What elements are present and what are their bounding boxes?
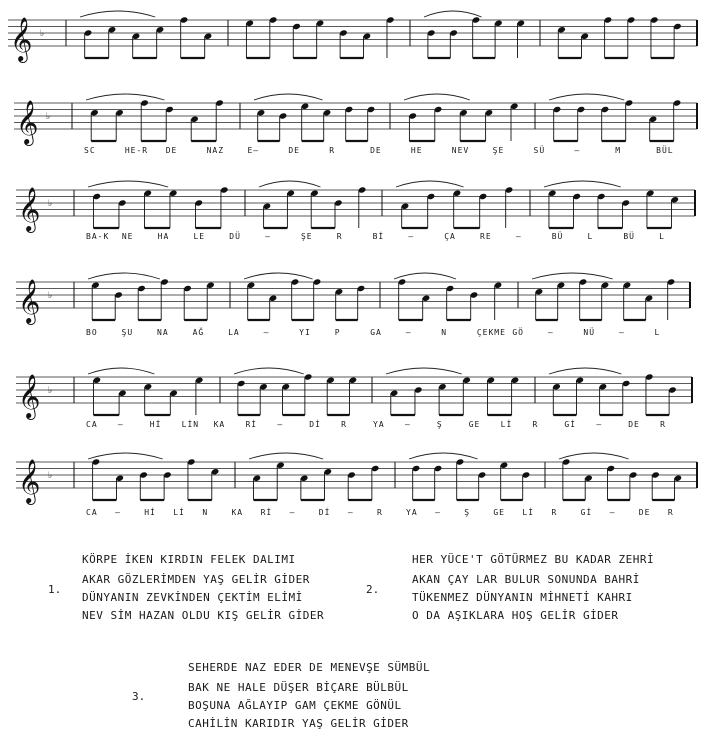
slur	[549, 94, 624, 100]
note-head	[479, 193, 488, 200]
note-head	[438, 383, 447, 390]
lyric-syllable: ÇEKME	[476, 328, 506, 337]
note-head	[511, 377, 520, 384]
note-head	[579, 278, 588, 285]
accidental-icon: ♭	[40, 29, 45, 39]
note-head	[412, 465, 421, 472]
lyric-syllable: NE	[121, 232, 134, 241]
note-head	[535, 288, 544, 295]
lyric-syllable: SÜ	[533, 146, 546, 155]
note-head	[453, 190, 462, 197]
treble-clef-icon: 𝄞	[10, 17, 33, 61]
lyric-syllable: BÜ	[551, 232, 564, 241]
lyric-syllable: —	[265, 232, 271, 241]
note-head	[84, 29, 93, 36]
note-head	[276, 462, 285, 469]
slur	[409, 453, 478, 459]
note-head	[604, 16, 613, 23]
lyric-syllable: L	[587, 232, 594, 241]
note-head	[91, 282, 100, 289]
note-head	[572, 193, 581, 200]
note-head	[253, 475, 262, 482]
note-head	[552, 383, 561, 390]
verse-line: O DA AŞIKLARA HOŞ GELİR GİDER	[412, 609, 619, 622]
slur	[80, 11, 155, 17]
lyric-syllable: KA	[231, 508, 244, 517]
lyric-syllable: YA	[373, 420, 385, 429]
slur	[88, 273, 160, 279]
lyric-syllable: DE	[628, 420, 640, 429]
slur	[254, 94, 323, 100]
note-head	[132, 33, 141, 40]
note-head	[118, 199, 127, 206]
note-head	[282, 383, 291, 390]
note-head	[165, 106, 174, 113]
lyric-syllable: HE	[410, 146, 423, 155]
note-head	[115, 109, 124, 116]
note-head	[673, 99, 682, 106]
note-head	[607, 465, 616, 472]
note-head	[485, 109, 494, 116]
verse-number: 3.	[132, 690, 146, 703]
lyric-syllable: GE	[493, 508, 505, 517]
note-head	[522, 471, 531, 478]
treble-clef-icon: 𝄞	[18, 187, 41, 231]
slur	[532, 273, 613, 279]
lyric-syllable: BÜ	[623, 232, 635, 241]
note-head	[345, 106, 354, 113]
note-head	[510, 103, 519, 110]
lyric-syllable: R	[376, 508, 383, 517]
lyric-syllable: YA	[406, 508, 418, 517]
note-head	[347, 471, 356, 478]
note-head	[622, 380, 631, 387]
verse-line: AKAN ÇAY LAR BULUR SONUNDA BAHRİ	[412, 573, 640, 586]
lyric-syllable: CA	[86, 420, 98, 429]
treble-clef-icon: 𝄞	[16, 100, 39, 144]
note-head	[292, 23, 301, 30]
slur	[259, 181, 320, 187]
lyric-syllable: —	[618, 328, 625, 337]
lyric-syllable: LA	[228, 328, 240, 337]
lyric-syllable: Hİ	[149, 420, 162, 429]
slur	[86, 94, 165, 100]
lyric-syllable: R	[660, 420, 666, 429]
lyric-syllable: R	[336, 232, 343, 241]
lyric-syllable: GA	[370, 328, 382, 337]
note-head	[629, 471, 638, 478]
note-head	[548, 190, 557, 197]
slur	[404, 94, 470, 100]
note-head	[434, 465, 443, 472]
note-head	[627, 16, 636, 23]
note-head	[584, 475, 593, 482]
lyric-syllable: NEV	[451, 146, 470, 155]
lyric-syllable: Bİ	[372, 232, 385, 241]
lyric-syllable: NÜ	[583, 328, 596, 337]
lyric-syllable: L	[659, 232, 665, 241]
note-head	[183, 285, 192, 292]
slur	[549, 368, 621, 374]
note-head	[398, 278, 407, 285]
note-head	[577, 106, 586, 113]
note-head	[650, 16, 659, 23]
note-head	[194, 199, 203, 206]
verse-number: 2.	[366, 583, 380, 596]
note-head	[505, 186, 514, 193]
note-head	[414, 386, 423, 393]
note-head	[645, 373, 654, 380]
note-head	[140, 99, 149, 106]
note-head	[190, 116, 199, 123]
note-head	[427, 193, 436, 200]
lyric-syllable: —	[117, 420, 124, 429]
note-head	[156, 26, 165, 33]
note-head	[204, 33, 213, 40]
note-head	[326, 377, 335, 384]
note-head	[668, 386, 677, 393]
note-head	[349, 377, 358, 384]
note-head	[553, 106, 562, 113]
note-head	[291, 278, 300, 285]
note-head	[323, 109, 332, 116]
note-head	[599, 383, 608, 390]
lyric-syllable: SC	[84, 146, 96, 155]
slur	[249, 453, 323, 459]
note-head	[621, 199, 630, 206]
lyric-syllable: M	[615, 146, 622, 155]
note-head	[139, 471, 148, 478]
note-head	[237, 380, 246, 387]
lyric-syllable: Gİ	[564, 420, 577, 429]
note-head	[215, 99, 224, 106]
lyric-syllable: N	[202, 508, 209, 517]
note-head	[562, 458, 571, 465]
note-head	[187, 458, 196, 465]
lyric-syllable: Hİ	[144, 508, 156, 517]
note-head	[144, 383, 153, 390]
slur	[394, 273, 456, 279]
lyric-syllable: DE	[638, 508, 651, 517]
note-head	[517, 20, 526, 27]
verse-line: AKAR GÖZLERİMDEN YAŞ GELİR GİDER	[82, 573, 310, 586]
lyric-syllable: P	[334, 328, 341, 337]
lyric-syllable: —	[547, 328, 554, 337]
lyric-syllable: HE-R	[124, 146, 149, 155]
verse-line: TÜKENMEZ DÜNYANIN MİHNETİ KAHRI	[412, 591, 633, 604]
treble-clef-icon: 𝄞	[18, 374, 41, 418]
note-head	[500, 462, 509, 469]
lyric-syllable: Rİ	[245, 420, 258, 429]
note-head	[456, 458, 465, 465]
note-head	[575, 377, 584, 384]
lyric-syllable: R	[667, 508, 674, 517]
note-head	[670, 196, 679, 203]
note-head	[597, 193, 606, 200]
note-head	[472, 16, 481, 23]
treble-clef-icon: 𝄞	[18, 279, 41, 323]
lyric-syllable: —	[596, 420, 603, 429]
lyric-syllable: Lİ	[500, 420, 513, 429]
lyric-syllable: ÇA	[444, 232, 456, 241]
lyric-syllable: —	[263, 328, 270, 337]
lyric-syllable: ŞU	[121, 328, 134, 337]
lyric-syllable: R	[341, 420, 347, 429]
note-head	[118, 390, 127, 397]
lyric-syllable: ŞE	[300, 232, 313, 241]
lyric-syllable: R	[532, 420, 539, 429]
slur	[234, 368, 304, 374]
note-head	[114, 291, 123, 298]
note-head	[324, 468, 333, 475]
lyric-syllable: —	[574, 146, 581, 155]
lyric-syllable: N	[441, 328, 448, 337]
note-head	[269, 16, 278, 23]
note-head	[339, 29, 348, 36]
note-head	[163, 471, 172, 478]
lyric-syllable: GE	[468, 420, 481, 429]
note-head	[206, 282, 215, 289]
note-head	[601, 106, 610, 113]
lyric-syllable: Rİ	[260, 508, 273, 517]
lyric-syllable: LE	[193, 232, 206, 241]
lyric-syllable: —	[277, 420, 284, 429]
note-head	[304, 373, 313, 380]
note-head	[494, 282, 503, 289]
lyric-syllable: L	[654, 328, 661, 337]
note-head	[143, 190, 152, 197]
lyric-syllable: BO	[86, 328, 98, 337]
slur	[244, 273, 313, 279]
lyric-syllable: R	[551, 508, 558, 517]
lyric-syllable: Lİ	[173, 508, 185, 517]
note-head	[169, 190, 178, 197]
verse-line: KÖRPE İKEN KIRDIN FELEK DALIMI	[82, 553, 296, 566]
lyric-syllable: —	[115, 508, 121, 517]
note-head	[478, 471, 487, 478]
lyric-syllable: —	[408, 232, 415, 241]
verse-line: DÜNYANIN ZEVKİNDEN ÇEKTİM ELİMİ	[82, 591, 303, 604]
note-head	[269, 295, 278, 302]
note-head	[211, 468, 220, 475]
note-head	[667, 278, 676, 285]
note-head	[300, 475, 309, 482]
note-head	[645, 295, 654, 302]
accidental-icon: ♭	[48, 386, 53, 396]
note-head	[601, 282, 610, 289]
note-head	[557, 26, 566, 33]
note-head	[316, 20, 325, 27]
note-head	[310, 190, 319, 197]
lyric-syllable: DE	[288, 146, 300, 155]
note-head	[386, 16, 395, 23]
lyric-syllable: Dİ	[318, 508, 331, 517]
lyric-syllable: CA	[86, 508, 98, 517]
lyric-syllable: AĞ	[192, 328, 205, 337]
lyric-syllable: DE	[165, 146, 178, 155]
note-head	[279, 112, 288, 119]
lyric-syllable: Dİ	[309, 420, 321, 429]
lyric-syllable: —	[289, 508, 296, 517]
lyric-syllable: Lİ	[522, 508, 535, 517]
note-head	[160, 278, 169, 285]
note-head	[220, 186, 229, 193]
verse-line: NEV SİM HAZAN OLDU KIŞ GELİR GİDER	[82, 609, 325, 622]
verse-line: CAHİLİN KARIDIR YAŞ GELİR GİDER	[188, 717, 409, 730]
note-head	[263, 203, 272, 210]
lyric-syllable: KA	[213, 420, 226, 429]
verse-line: BAK NE HALE DÜŞER BİÇARE BÜLBÜL	[188, 681, 409, 694]
note-head	[580, 33, 589, 40]
note-head	[449, 29, 458, 36]
lyric-syllable: —	[405, 328, 412, 337]
note-head	[623, 282, 632, 289]
lyric-syllable: LİN	[181, 420, 200, 429]
note-head	[557, 282, 566, 289]
note-head	[137, 285, 146, 292]
note-head	[335, 288, 344, 295]
note-head	[625, 99, 634, 106]
lyric-syllable: NA	[157, 328, 169, 337]
slur	[88, 181, 168, 187]
lyric-syllable: DE	[370, 146, 382, 155]
note-head	[646, 190, 655, 197]
note-head	[169, 390, 178, 397]
note-head	[313, 278, 322, 285]
note-head	[90, 109, 99, 116]
lyric-syllable: —	[347, 508, 354, 517]
note-head	[92, 458, 101, 465]
verse-line: SEHERDE NAZ EDER DE MENEVŞE SÜMBÜL	[188, 661, 431, 674]
note-head	[422, 295, 431, 302]
lyric-syllable: —	[435, 508, 441, 517]
note-head	[286, 190, 295, 197]
note-head	[92, 193, 101, 200]
note-head	[257, 109, 266, 116]
slur	[424, 11, 482, 17]
accidental-icon: ♭	[48, 291, 53, 301]
note-head	[363, 33, 372, 40]
note-head	[93, 377, 102, 384]
note-head	[247, 282, 256, 289]
note-head	[446, 285, 455, 292]
note-head	[427, 29, 436, 36]
slur	[88, 453, 163, 459]
note-head	[358, 186, 367, 193]
lyric-syllable: ŞE	[492, 146, 505, 155]
note-head	[367, 106, 376, 113]
verse-line: BOŞUNA AĞLAYIP GAM ÇEKME GÖNÜL	[188, 699, 402, 712]
slur	[544, 181, 621, 187]
note-head	[673, 23, 682, 30]
verse-number: 1.	[48, 583, 62, 596]
lyric-syllable: YI	[299, 328, 311, 337]
lyric-syllable: BÜL	[656, 146, 674, 155]
note-head	[357, 285, 366, 292]
accidental-icon: ♭	[48, 199, 53, 209]
lyric-syllable: NAZ	[206, 146, 225, 155]
lyric-syllable: RE	[480, 232, 492, 241]
lyric-syllable: —	[609, 508, 616, 517]
note-head	[408, 112, 417, 119]
lyric-syllable: Gİ	[580, 508, 593, 517]
note-head	[459, 109, 468, 116]
note-head	[301, 103, 310, 110]
note-head	[434, 106, 443, 113]
lyric-syllable: —	[515, 232, 522, 241]
note-head	[108, 26, 117, 33]
lyric-syllable: R	[329, 146, 336, 155]
slur	[88, 368, 154, 374]
slur	[559, 453, 629, 459]
lyric-syllable: BA-K	[86, 232, 110, 241]
lyric-syllable: HA	[157, 232, 170, 241]
note-head	[334, 199, 343, 206]
lyric-syllable: —	[404, 420, 411, 429]
note-head	[245, 20, 254, 27]
note-head	[674, 475, 683, 482]
note-head	[371, 465, 380, 472]
note-head	[259, 383, 268, 390]
accidental-icon: ♭	[48, 471, 53, 481]
lyric-syllable: DÜ	[229, 232, 241, 241]
lyric-syllable: E—	[247, 146, 260, 155]
note-head	[494, 20, 503, 27]
note-head	[470, 291, 479, 298]
lyric-syllable: Ş	[464, 508, 471, 517]
note-head	[180, 16, 189, 23]
treble-clef-icon: 𝄞	[18, 459, 41, 503]
note-head	[115, 475, 124, 482]
note-head	[651, 471, 660, 478]
accidental-icon: ♭	[46, 112, 51, 122]
verse-line: HER YÜCE'T GÖTÜRMEZ BU KADAR ZEHRİ	[412, 553, 655, 566]
note-head	[390, 390, 399, 397]
slur	[386, 368, 462, 374]
note-head	[195, 377, 204, 384]
lyric-syllable: GÖ	[512, 328, 524, 337]
lyric-syllable: Ş	[436, 420, 443, 429]
note-head	[649, 116, 658, 123]
note-head	[462, 377, 471, 384]
note-head	[486, 377, 495, 384]
slur	[396, 181, 464, 187]
note-head	[401, 203, 410, 210]
